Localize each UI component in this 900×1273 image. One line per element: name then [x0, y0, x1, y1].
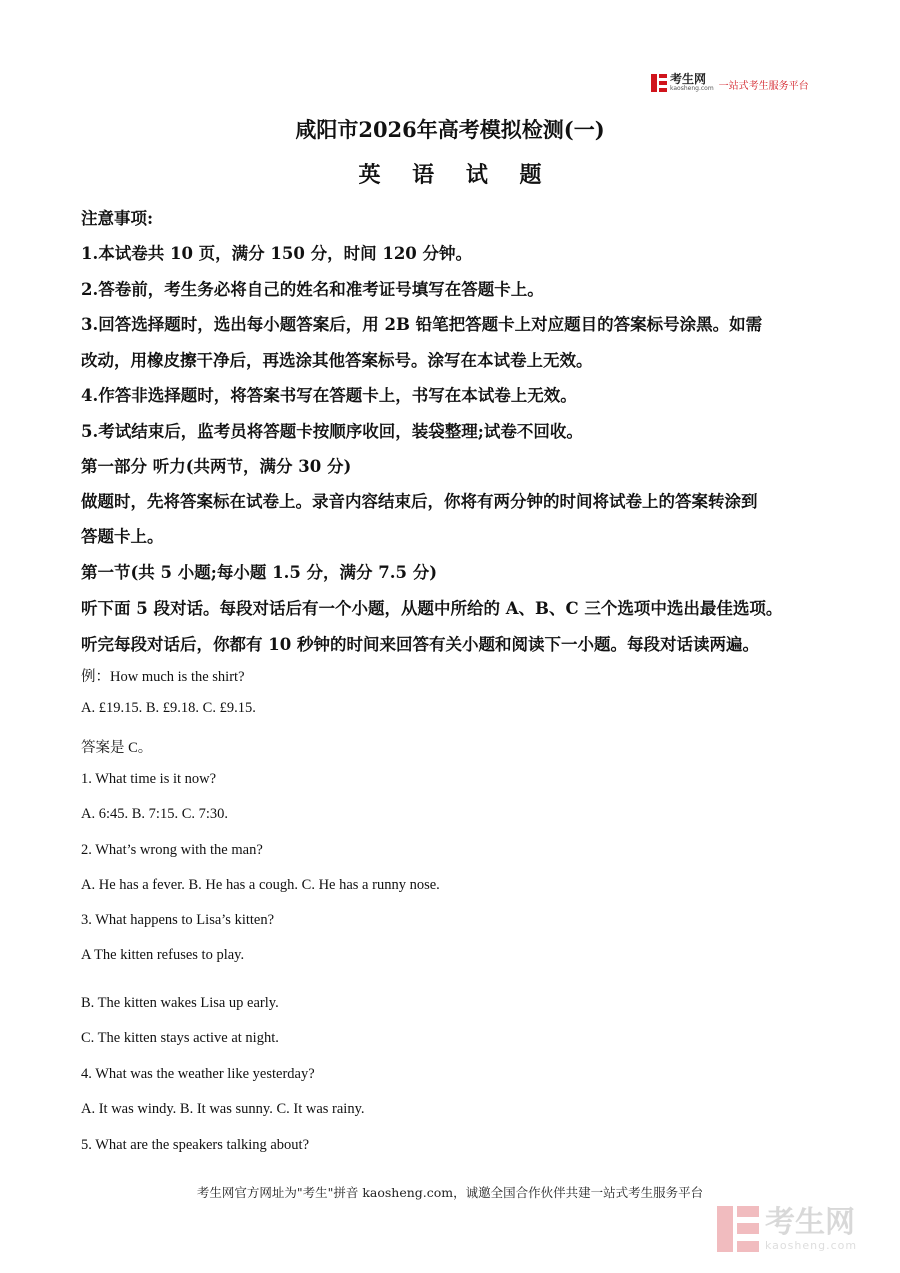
- note-item: 5.考试结束后，监考员将答题卡按顺序收回，装袋整理;试卷不回收。: [81, 422, 583, 441]
- section1-instructions: 听下面 5 段对话。每段对话后有一个小题，从题中所给的 A、B、C 三个选项中选出最佳选项。: [81, 599, 783, 618]
- logo-domain: kaosheng.com: [670, 85, 714, 92]
- section1-heading: 第一节(共 5 小题;每小题 1.5 分，满分 7.5 分): [81, 563, 438, 582]
- note-item: 改动，用橡皮擦干净后，再选涂其他答案标号。涂写在本试卷上无效。: [81, 351, 593, 370]
- example-options: A. £19.15. B. £9.18. C. £9.15.: [81, 700, 256, 716]
- question-3-option-b: B. The kitten wakes Lisa up early.: [81, 995, 279, 1011]
- question-4-options: A. It was windy. B. It was sunny. C. It was rainy.: [81, 1101, 365, 1117]
- exam-title: 咸阳市2026年高考模拟检测(一): [295, 117, 605, 142]
- part1-heading: 第一部分 听力(共两节，满分 30 分): [81, 457, 352, 476]
- question-1: 1. What time is it now?: [81, 771, 217, 787]
- example-answer: 答案是 C。: [81, 740, 153, 756]
- question-1-options: A. 6:45. B. 7:15. C. 7:30.: [81, 806, 229, 822]
- header-logo[interactable]: [651, 73, 809, 92]
- part1-intro: 做题时，先将答案标在试卷上。录音内容结束后，你将有两分钟的时间将试卷上的答案转涂到: [81, 492, 758, 511]
- page-footer: 考生网官方网址为"考生"拼音 kaosheng.com，诚邀全国合作伙伴共建一站式考生服务平台: [196, 1185, 704, 1200]
- logo-slogan: 一站式考生服务平台: [718, 81, 809, 92]
- logo-name: 考生网: [670, 72, 707, 86]
- note-item: 3.回答选择题时，选出每小题答案后，用 2B 铅笔把答题卡上对应题目的答案标号涂黑。如需: [81, 315, 763, 334]
- watermark: [717, 1206, 857, 1252]
- question-2: 2. What’s wrong with the man?: [81, 842, 263, 858]
- note-item: 2.答卷前，考生务必将自己的姓名和准考证号填写在答题卡上。: [81, 280, 544, 299]
- watermark-domain: kaosheng.com: [765, 1238, 858, 1252]
- question-2-options: A. He has a fever. B. He has a cough. C. He has a runny nose.: [81, 877, 440, 893]
- question-3: 3. What happens to Lisa’s kitten?: [81, 912, 275, 928]
- note-item: 4.作答非选择题时，将答案书写在答题卡上，书写在本试卷上无效。: [81, 386, 577, 405]
- watermark-name: 考生网: [765, 1204, 855, 1240]
- question-5: 5. What are the speakers talking about?: [81, 1137, 310, 1153]
- notes-heading: 注意事项:: [81, 209, 154, 228]
- exam-subtitle: 英 语 试 题: [358, 162, 554, 188]
- question-4: 4. What was the weather like yesterday?: [81, 1066, 315, 1082]
- question-3-option-a: A The kitten refuses to play.: [81, 947, 245, 963]
- example-question: 例：How much is the shirt?: [81, 669, 245, 685]
- part1-intro: 答题卡上。: [81, 527, 164, 546]
- section1-instructions: 听完每段对话后，你都有 10 秒钟的时间来回答有关小题和阅读下一小题。每段对话读两遍。: [81, 635, 759, 654]
- question-3-option-c: C. The kitten stays active at night.: [81, 1030, 279, 1046]
- kaosheng-watermark-icon: [717, 1206, 759, 1252]
- kaosheng-logo-icon: [651, 74, 667, 92]
- note-item: 1.本试卷共 10 页，满分 150 分，时间 120 分钟。: [81, 244, 473, 263]
